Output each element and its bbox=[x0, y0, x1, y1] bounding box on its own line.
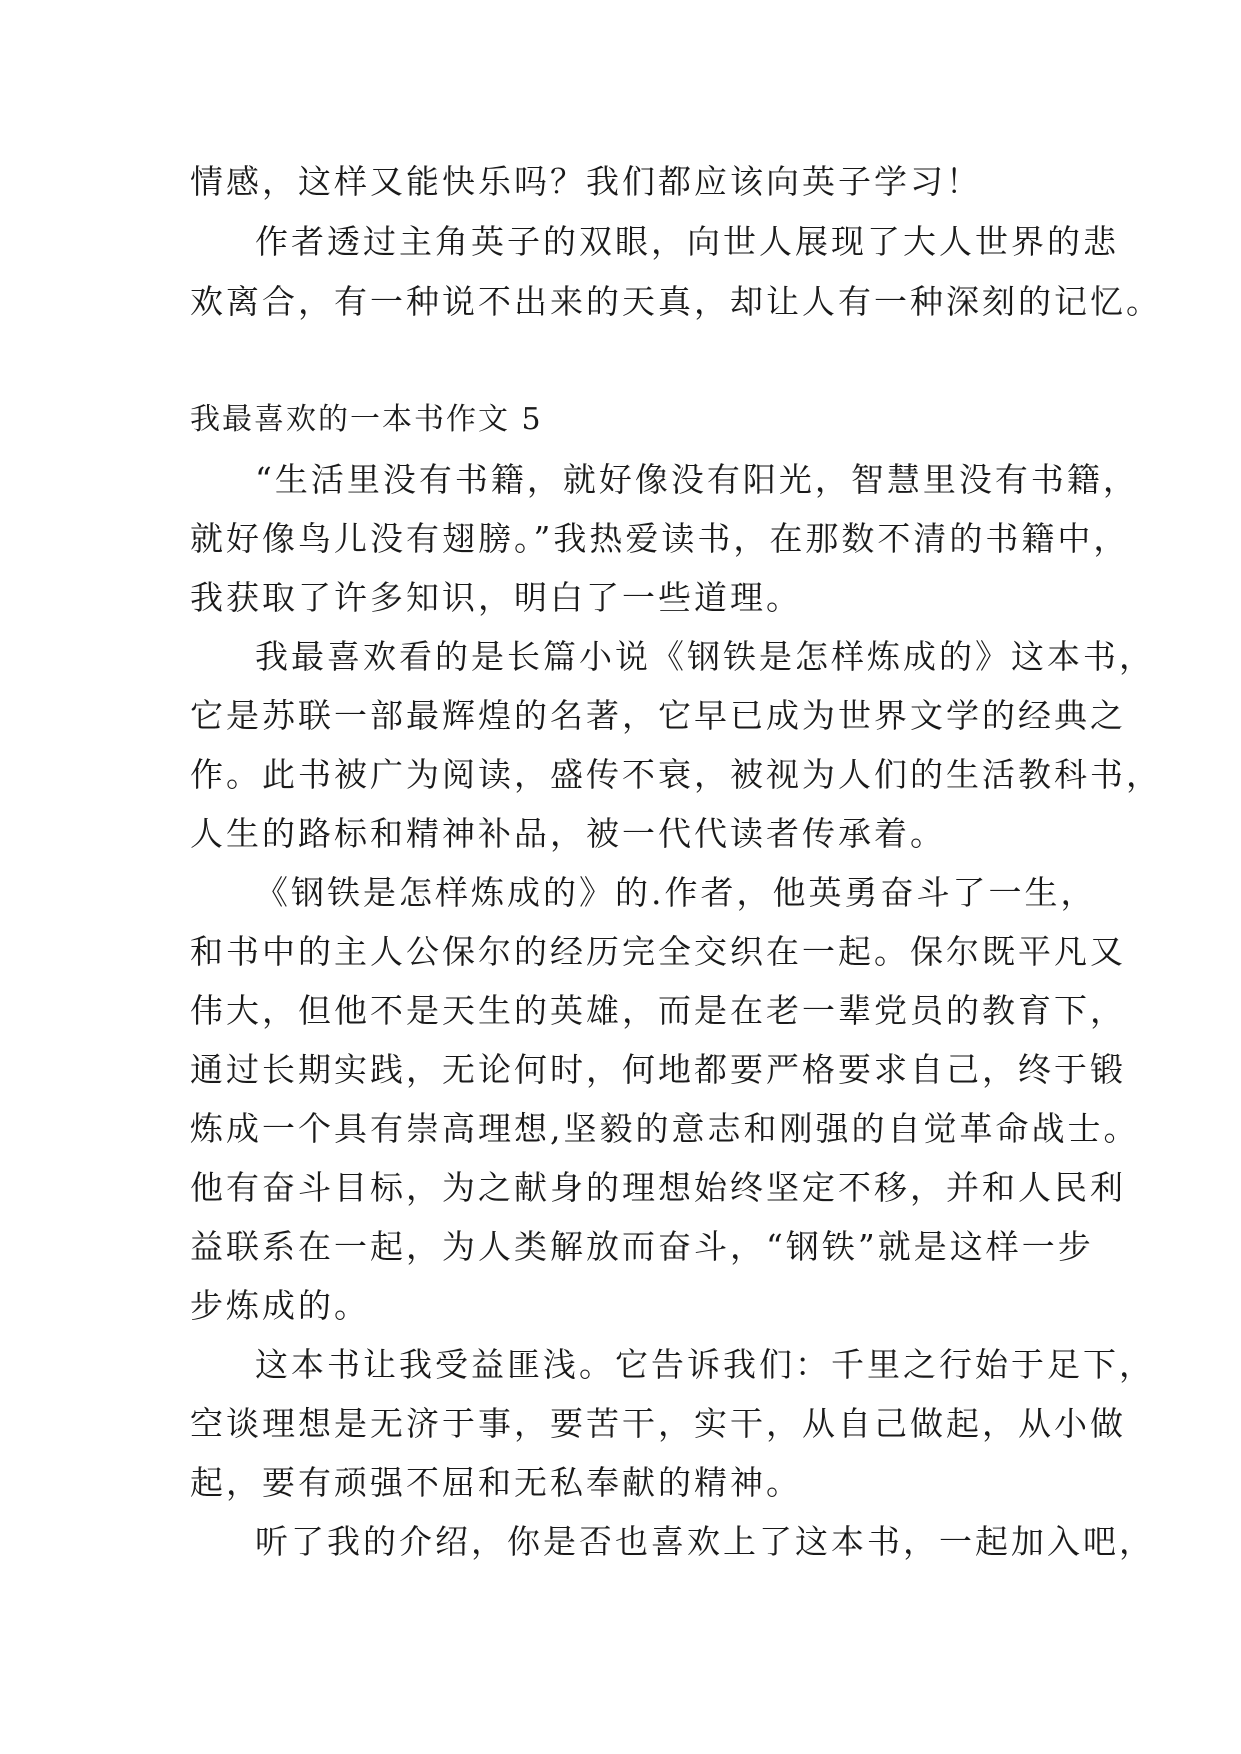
section-heading: 我最喜欢的一本书作文 5 bbox=[190, 402, 543, 437]
paragraph-line: 他有奋斗目标，为之献身的理想始终坚定不移，并和人民利 bbox=[190, 1168, 1126, 1207]
paragraph-line: “生活里没有书籍，就好像没有阳光，智慧里没有书籍， bbox=[255, 460, 1139, 499]
paragraph-line: 作者透过主角英子的双眼，向世人展现了大人世界的悲 bbox=[255, 222, 1119, 261]
paragraph-line: 《钢铁是怎样炼成的》的.作者，他英勇奋斗了一生， bbox=[255, 873, 1097, 912]
paragraph-line: 步炼成的。 bbox=[190, 1286, 370, 1325]
paragraph-line: 它是苏联一部最辉煌的名著，它早已成为世界文学的经典之 bbox=[190, 696, 1126, 735]
paragraph-line: 通过长期实践，无论何时，何地都要严格要求自己，终于锻 bbox=[190, 1050, 1126, 1089]
paragraph-line: 起，要有顽强不屈和无私奉献的精神。 bbox=[190, 1463, 802, 1502]
paragraph-line: 我最喜欢看的是长篇小说《钢铁是怎样炼成的》这本书， bbox=[255, 637, 1155, 676]
paragraph-line: 情感，这样又能快乐吗？我们都应该向英子学习！ bbox=[190, 162, 982, 201]
paragraph-line: 欢离合，有一种说不出来的天真，却让人有一种深刻的记忆。 bbox=[190, 282, 1162, 321]
paragraph-line: 我获取了许多知识，明白了一些道理。 bbox=[190, 578, 802, 617]
paragraph-line: 空谈理想是无济于事，要苦干，实干，从自己做起，从小做 bbox=[190, 1404, 1126, 1443]
paragraph-line: 伟大，但他不是天生的英雄，而是在老一辈党员的教育下， bbox=[190, 991, 1126, 1030]
paragraph-line: 炼成一个具有崇高理想,坚毅的意志和刚强的自觉革命战士。 bbox=[190, 1109, 1140, 1148]
paragraph-line: 益联系在一起，为人类解放而奋斗，“钢铁”就是这样一步 bbox=[190, 1227, 1094, 1266]
paragraph-line: 作。此书被广为阅读，盛传不衰，被视为人们的生活教科书， bbox=[190, 755, 1162, 794]
paragraph-line: 这本书让我受益匪浅。它告诉我们：千里之行始于足下， bbox=[255, 1345, 1155, 1384]
paragraph-line: 人生的路标和精神补品，被一代代读者传承着。 bbox=[190, 814, 946, 853]
paragraph-line: 听了我的介绍，你是否也喜欢上了这本书，一起加入吧， bbox=[255, 1522, 1155, 1561]
paragraph-line: 和书中的主人公保尔的经历完全交织在一起。保尔既平凡又 bbox=[190, 932, 1126, 971]
paragraph-line: 就好像鸟儿没有翅膀。”我热爱读书，在那数不清的书籍中， bbox=[190, 519, 1130, 558]
